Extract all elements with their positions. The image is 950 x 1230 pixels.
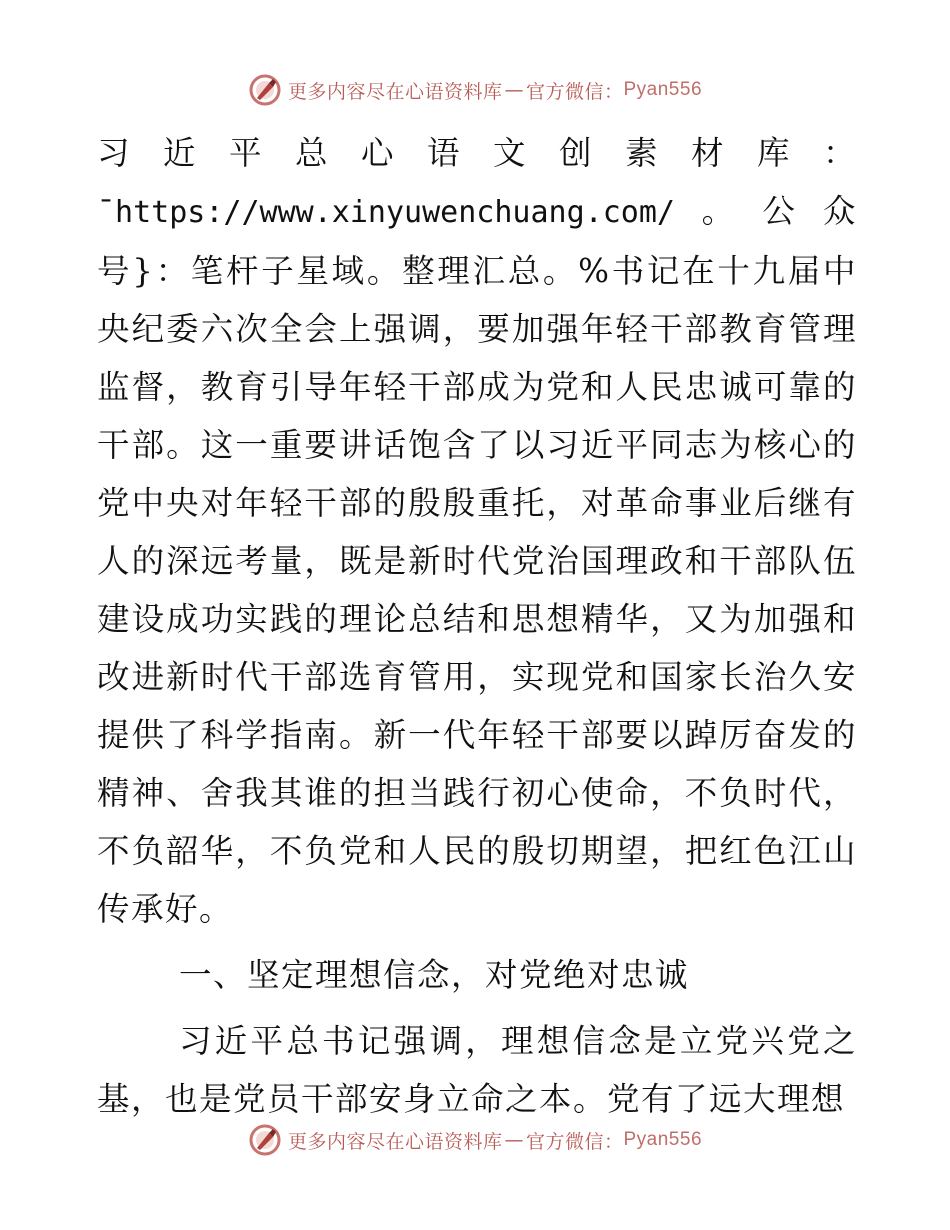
lead-prefix: 习近平总心语文创素材库：: [97, 134, 857, 172]
pen-nib-logo-icon: [248, 1123, 282, 1157]
header-banner: [0, 68, 950, 112]
document-body: [97, 124, 857, 1128]
banner-wechat-label: 官方微信：: [525, 1130, 624, 1153]
banner-text: 更多内容尽在心语资料库: [287, 1130, 503, 1153]
banner-text: 更多内容尽在心语资料库: [287, 80, 503, 103]
lead-paragraph: [97, 124, 857, 938]
banner-dash: —: [504, 1129, 524, 1151]
banner-wechat-id: Pyan556: [623, 79, 703, 100]
body-paragraph: 习近平总书记强调，理想信念是立党兴党之基，也是党员干部安身立命之本。党有了远大理想: [97, 1022, 857, 1118]
pen-nib-logo-icon: [248, 73, 282, 107]
banner-dash: —: [504, 79, 524, 101]
banner-wechat-id: Pyan556: [623, 1129, 703, 1150]
lead-rest: 。公众号}：笔杆子星域。整理汇总。%书记在十九届中央纪委六次全会上强调，要加强年轻干部教育管理监督，教育引导年轻干部成为党和人民忠诚可靠的干部。这一重要讲话饱含了以习近平同志为核心的党中央对年轻干部的殷殷重托，对革命事业后继有人的深远考量，既是新时代党治国理政和干部队伍建设成功实践的理论总结和思想精华，又为加强和改进新时代干部选育管用，实现党和国家长治久安提供了科学指南。新一代年轻干部要以踔厉奋发的精神、舍我其谁的担当践行初心使命，不负时代，不负韶华，不负党和人民的殷切期望，把红色江山传承好。: [97, 192, 857, 928]
banner-wechat-label: 官方微信：: [525, 80, 624, 103]
lead-url: ¯https://www.xinyuwenchuang.com/: [97, 195, 675, 230]
section-heading: 一、坚定理想信念，对党绝对忠诚: [179, 956, 690, 994]
footer-banner: [0, 1118, 950, 1162]
